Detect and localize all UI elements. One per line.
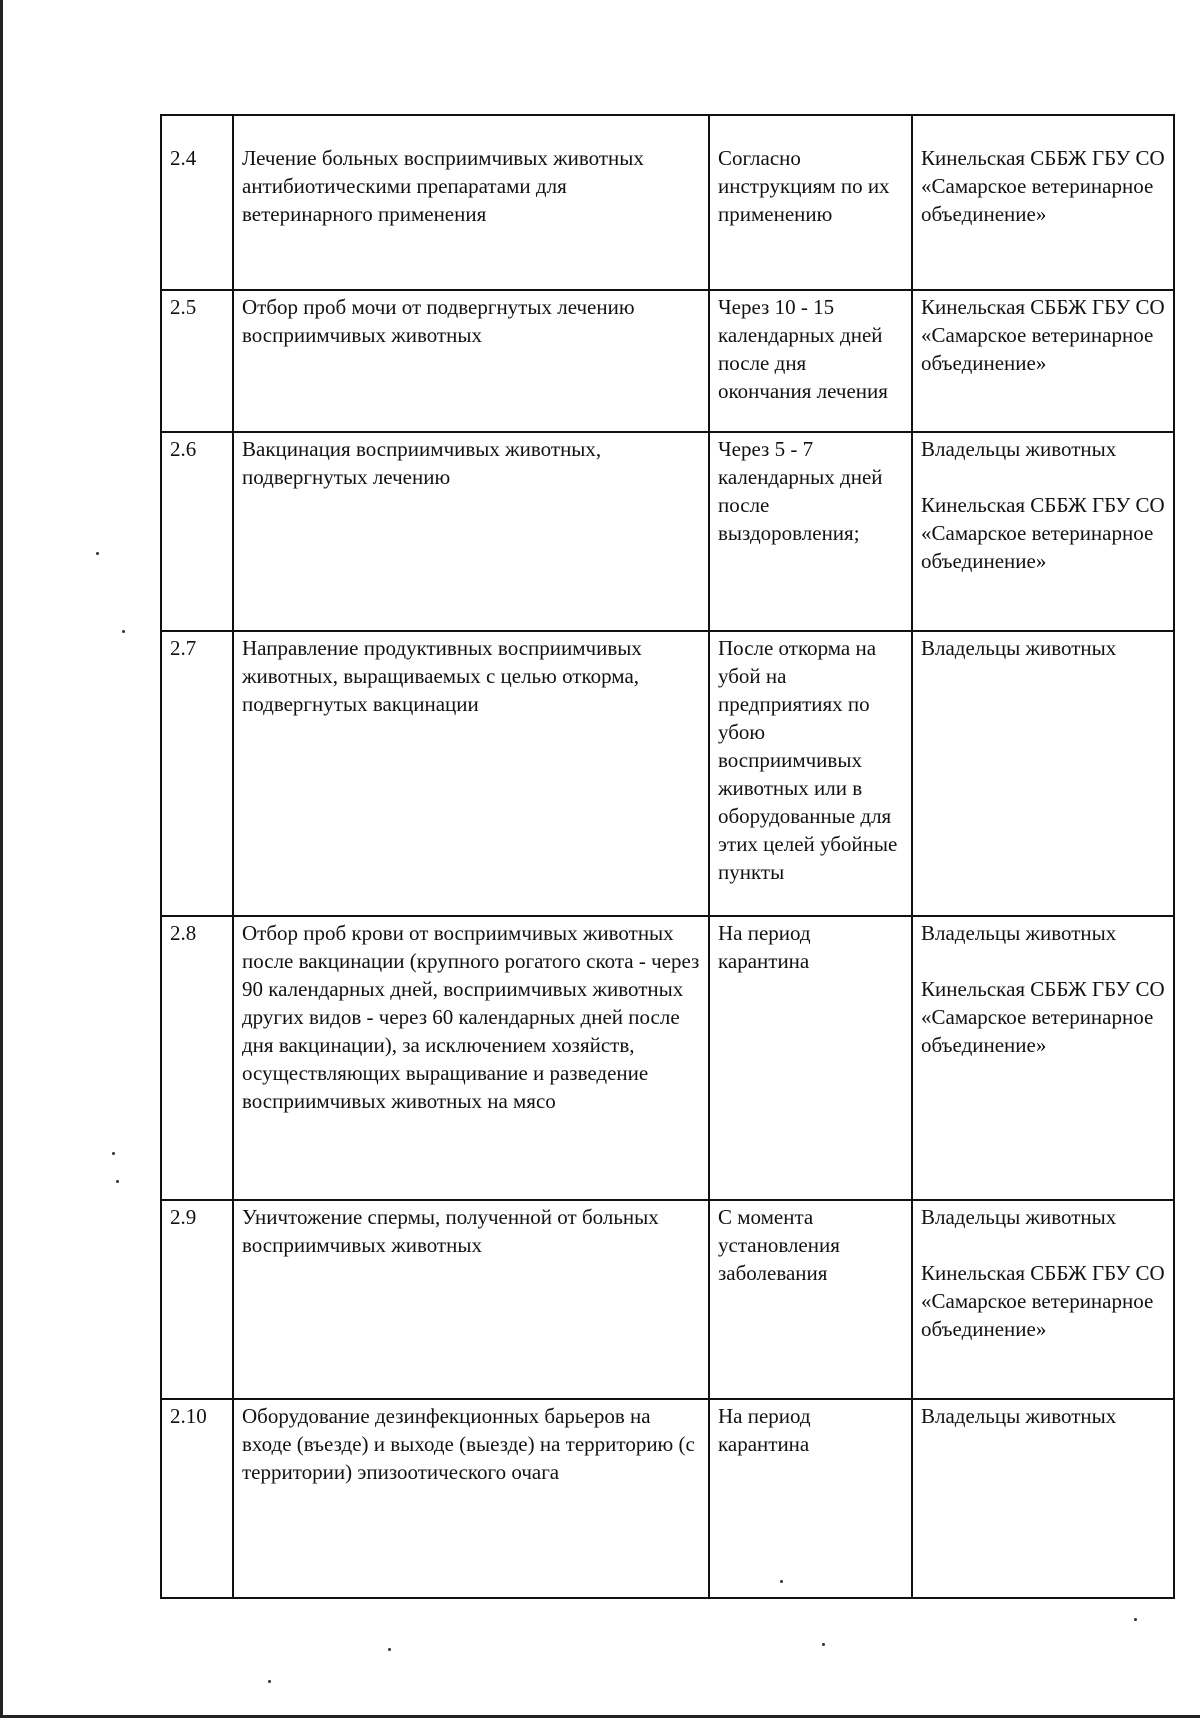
responsible-entry: Владельцы животных xyxy=(921,1404,1117,1428)
row-number: 2.9 xyxy=(161,1200,233,1399)
measures-table xyxy=(160,114,1175,1599)
scan-speck xyxy=(116,1180,119,1183)
row-term: С момента установления заболевания xyxy=(709,1200,912,1399)
table-row xyxy=(161,290,1174,432)
row-term: На период карантина xyxy=(709,1399,912,1598)
row-action: Направление продуктивных восприимчивых животных, выращиваемых с целью откорма, подвергнутых вакцинации xyxy=(233,631,709,916)
table-row xyxy=(161,916,1174,1200)
row-term: После откорма на убой на предприятиях по убою восприимчивых животных или в оборудованные для этих целей убойные пункты xyxy=(709,631,912,916)
row-number: 2.7 xyxy=(161,631,233,916)
row-action: Вакцинация восприимчивых животных, подвергнутых лечению xyxy=(233,432,709,631)
row-responsible xyxy=(912,432,1174,631)
row-term: Через 10 - 15 календарных дней после дня окончания лечения xyxy=(709,290,912,432)
responsible-entry: Владельцы животных xyxy=(921,437,1117,461)
row-number: 2.8 xyxy=(161,916,233,1200)
row-action: Оборудование дезинфекционных барьеров на входе (въезде) и выходе (выезде) на территорию (с территории) эпизоотического очага xyxy=(233,1399,709,1598)
row-responsible xyxy=(912,1399,1174,1598)
table-row xyxy=(161,1399,1174,1598)
row-number: 2.6 xyxy=(161,432,233,631)
scan-speck xyxy=(780,1580,783,1583)
row-responsible xyxy=(912,916,1174,1200)
scan-left-edge xyxy=(0,0,3,1718)
row-term: На период карантина xyxy=(709,916,912,1200)
scan-speck xyxy=(96,552,99,555)
responsible-entry: Кинельская СББЖ ГБУ СО «Самарское ветеринарное объединение» xyxy=(921,493,1165,573)
row-action: Лечение больных восприимчивых животных антибиотическими препаратами для ветеринарного применения xyxy=(233,115,709,290)
responsible-entry: Кинельская СББЖ ГБУ СО «Самарское ветеринарное объединение» xyxy=(921,1261,1165,1341)
table-row xyxy=(161,631,1174,916)
row-number: 2.10 xyxy=(161,1399,233,1598)
scan-speck xyxy=(388,1648,391,1651)
row-responsible xyxy=(912,290,1174,432)
scan-speck xyxy=(268,1680,271,1683)
scan-speck xyxy=(1134,1618,1137,1621)
row-action: Отбор проб мочи от подвергнутых лечению восприимчивых животных xyxy=(233,290,709,432)
responsible-entry: Кинельская СББЖ ГБУ СО «Самарское ветеринарное объединение» xyxy=(921,146,1165,226)
row-number: 2.5 xyxy=(161,290,233,432)
row-action: Отбор проб крови от восприимчивых животных после вакцинации (крупного рогатого скота - через 90 календарных дней, восприимчивых животных других видов - через 60 календарных дней после дня вакцинации), за исключением хозяйств, осуществляющих выращивание и разведение восприимчивых животных на мясо xyxy=(233,916,709,1200)
row-action: Уничтожение спермы, полученной от больных восприимчивых животных xyxy=(233,1200,709,1399)
responsible-entry: Кинельская СББЖ ГБУ СО «Самарское ветеринарное объединение» xyxy=(921,977,1165,1057)
scan-speck xyxy=(112,1152,115,1155)
responsible-entry: Владельцы животных xyxy=(921,921,1117,945)
row-number: 2.4 xyxy=(161,115,233,290)
table-row xyxy=(161,432,1174,631)
table-row xyxy=(161,1200,1174,1399)
row-term: Согласно инструкциям по их применению xyxy=(709,115,912,290)
row-term: Через 5 - 7 календарных дней после выздоровления; xyxy=(709,432,912,631)
scan-speck xyxy=(822,1643,825,1646)
responsible-entry: Владельцы животных xyxy=(921,1205,1117,1229)
table-row xyxy=(161,115,1174,290)
row-responsible xyxy=(912,631,1174,916)
responsible-entry: Владельцы животных xyxy=(921,636,1117,660)
scan-speck xyxy=(122,630,125,633)
row-responsible xyxy=(912,1200,1174,1399)
row-responsible xyxy=(912,115,1174,290)
responsible-entry: Кинельская СББЖ ГБУ СО «Самарское ветеринарное объединение» xyxy=(921,295,1165,375)
